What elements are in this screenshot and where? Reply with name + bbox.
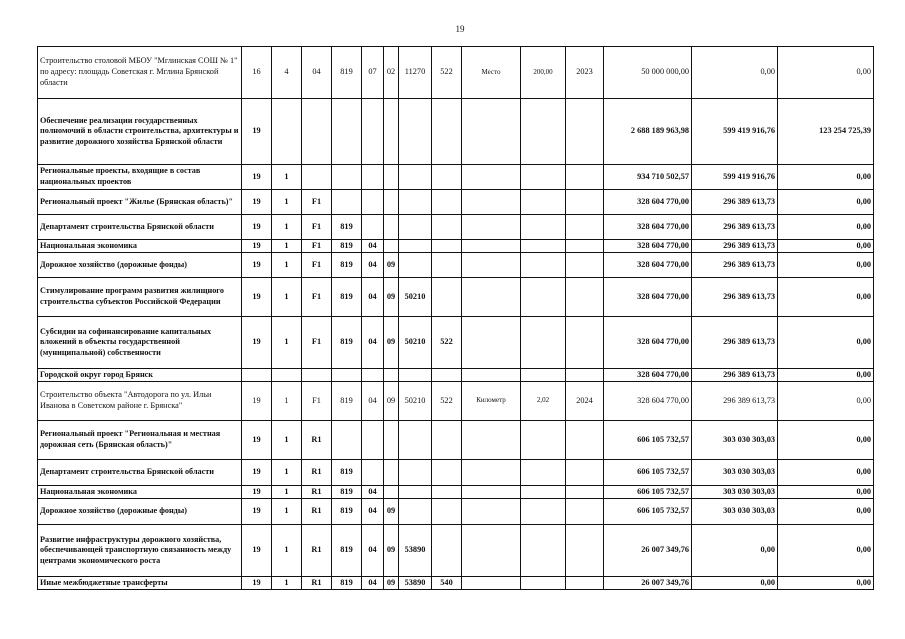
table-row (38, 317, 874, 369)
cell-unit (462, 460, 521, 486)
cell-sum-2: 0,00 (692, 525, 778, 577)
cell-unit (462, 215, 521, 240)
cell-project (302, 369, 332, 382)
cell-vr: 522 (432, 382, 462, 421)
table-row (38, 460, 874, 486)
cell-gp: 19 (242, 421, 272, 460)
cell-unit (462, 317, 521, 369)
cell-subsection (384, 421, 399, 460)
cell-name: Дорожное хозяйство (дорожные фонды) (38, 253, 242, 278)
cell-grbs: 819 (332, 525, 362, 577)
cell-subprogram: 1 (272, 240, 302, 253)
cell-section: 04 (362, 525, 384, 577)
cell-sum-3: 0,00 (778, 486, 874, 499)
cell-project: F1 (302, 278, 332, 317)
cell-unit (462, 253, 521, 278)
cell-sum-1: 26 007 349,76 (604, 525, 692, 577)
cell-vr: 522 (432, 47, 462, 99)
cell-sum-2: 599 419 916,76 (692, 99, 778, 165)
cell-subsection: 02 (384, 47, 399, 99)
cell-subsection (384, 190, 399, 215)
cell-unit (462, 165, 521, 190)
cell-section: 04 (362, 486, 384, 499)
cell-name: Национальная экономика (38, 486, 242, 499)
cell-target (399, 240, 432, 253)
cell-gp: 19 (242, 317, 272, 369)
cell-qty (521, 421, 566, 460)
cell-year (566, 278, 604, 317)
cell-grbs (332, 165, 362, 190)
cell-name: Стимулирование программ развития жилищного строительства субъектов Российской Федерации (38, 278, 242, 317)
cell-name: Строительство объекта "Автодорога по ул. Ильи Иванова в Советском районе г. Брянска" (38, 382, 242, 421)
cell-sum-3: 0,00 (778, 369, 874, 382)
table-row (38, 240, 874, 253)
table-row (38, 382, 874, 421)
cell-project (302, 165, 332, 190)
cell-project: R1 (302, 421, 332, 460)
cell-sum-1: 328 604 770,00 (604, 240, 692, 253)
cell-year (566, 421, 604, 460)
cell-section (362, 369, 384, 382)
cell-project: F1 (302, 253, 332, 278)
cell-unit (462, 421, 521, 460)
cell-subprogram: 1 (272, 525, 302, 577)
cell-gp: 16 (242, 47, 272, 99)
cell-sum-1: 328 604 770,00 (604, 369, 692, 382)
cell-year (566, 369, 604, 382)
cell-grbs (332, 99, 362, 165)
cell-sum-2: 303 030 303,03 (692, 486, 778, 499)
cell-subsection: 09 (384, 253, 399, 278)
cell-section (362, 421, 384, 460)
cell-sum-2: 303 030 303,03 (692, 499, 778, 525)
cell-unit: Место (462, 47, 521, 99)
cell-subsection: 09 (384, 577, 399, 590)
cell-gp: 19 (242, 499, 272, 525)
cell-year: 2024 (566, 382, 604, 421)
cell-section (362, 190, 384, 215)
cell-sum-2: 0,00 (692, 577, 778, 590)
cell-grbs: 819 (332, 47, 362, 99)
cell-sum-1: 328 604 770,00 (604, 382, 692, 421)
cell-year (566, 486, 604, 499)
cell-section: 07 (362, 47, 384, 99)
cell-sum-2: 296 389 613,73 (692, 215, 778, 240)
cell-qty (521, 525, 566, 577)
cell-gp: 19 (242, 525, 272, 577)
table-row (38, 253, 874, 278)
cell-unit (462, 369, 521, 382)
cell-grbs: 819 (332, 577, 362, 590)
cell-sum-3: 0,00 (778, 190, 874, 215)
cell-target (399, 190, 432, 215)
cell-name: Субсидии на софинансирование капитальных вложений в объекты государственной (муниципальной) собственности (38, 317, 242, 369)
cell-section (362, 99, 384, 165)
cell-project: F1 (302, 190, 332, 215)
page-number: 19 (455, 24, 465, 34)
cell-grbs (332, 190, 362, 215)
cell-name: Департамент строительства Брянской области (38, 460, 242, 486)
cell-year (566, 253, 604, 278)
cell-year (566, 577, 604, 590)
cell-year (566, 240, 604, 253)
cell-sum-3: 0,00 (778, 317, 874, 369)
cell-target: 50210 (399, 317, 432, 369)
cell-vr (432, 499, 462, 525)
cell-qty (521, 486, 566, 499)
cell-sum-3: 0,00 (778, 253, 874, 278)
cell-sum-1: 26 007 349,76 (604, 577, 692, 590)
cell-target (399, 369, 432, 382)
cell-qty (521, 253, 566, 278)
cell-target (399, 460, 432, 486)
cell-grbs: 819 (332, 240, 362, 253)
cell-project (302, 99, 332, 165)
cell-target: 11270 (399, 47, 432, 99)
cell-qty (521, 317, 566, 369)
cell-gp: 19 (242, 215, 272, 240)
cell-target (399, 165, 432, 190)
table-row (38, 525, 874, 577)
cell-subprogram: 1 (272, 317, 302, 369)
cell-qty (521, 577, 566, 590)
cell-name: Национальная экономика (38, 240, 242, 253)
table-row (38, 369, 874, 382)
cell-sum-1: 606 105 732,57 (604, 460, 692, 486)
cell-subprogram: 4 (272, 47, 302, 99)
cell-unit (462, 190, 521, 215)
cell-sum-2: 296 389 613,73 (692, 278, 778, 317)
cell-target (399, 215, 432, 240)
cell-year (566, 460, 604, 486)
cell-year: 2023 (566, 47, 604, 99)
cell-grbs: 819 (332, 382, 362, 421)
cell-section: 04 (362, 253, 384, 278)
cell-project: R1 (302, 577, 332, 590)
cell-sum-3: 0,00 (778, 577, 874, 590)
cell-gp: 19 (242, 460, 272, 486)
cell-unit (462, 499, 521, 525)
cell-grbs: 819 (332, 215, 362, 240)
cell-qty (521, 278, 566, 317)
cell-gp: 19 (242, 486, 272, 499)
cell-subsection (384, 240, 399, 253)
cell-gp: 19 (242, 99, 272, 165)
cell-subprogram: 1 (272, 421, 302, 460)
cell-subprogram: 1 (272, 577, 302, 590)
cell-sum-2: 296 389 613,73 (692, 369, 778, 382)
table-row (38, 190, 874, 215)
cell-sum-3: 0,00 (778, 215, 874, 240)
cell-vr (432, 278, 462, 317)
cell-subprogram: 1 (272, 499, 302, 525)
cell-subprogram: 1 (272, 460, 302, 486)
cell-target: 53890 (399, 577, 432, 590)
cell-vr: 522 (432, 317, 462, 369)
cell-project: R1 (302, 525, 332, 577)
cell-project: F1 (302, 382, 332, 421)
cell-gp: 19 (242, 382, 272, 421)
cell-gp: 19 (242, 240, 272, 253)
cell-gp: 19 (242, 165, 272, 190)
cell-unit (462, 240, 521, 253)
table-row (38, 421, 874, 460)
table-row (38, 278, 874, 317)
cell-target (399, 99, 432, 165)
cell-subprogram: 1 (272, 253, 302, 278)
cell-sum-2: 296 389 613,73 (692, 240, 778, 253)
cell-section: 04 (362, 240, 384, 253)
cell-sum-1: 934 710 502,57 (604, 165, 692, 190)
cell-section: 04 (362, 278, 384, 317)
cell-subsection (384, 369, 399, 382)
cell-name: Дорожное хозяйство (дорожные фонды) (38, 499, 242, 525)
cell-year (566, 525, 604, 577)
cell-target (399, 421, 432, 460)
budget-table-body (38, 47, 874, 590)
cell-section: 04 (362, 499, 384, 525)
cell-project: F1 (302, 215, 332, 240)
cell-section: 04 (362, 382, 384, 421)
cell-unit (462, 99, 521, 165)
cell-grbs: 819 (332, 460, 362, 486)
cell-sum-1: 50 000 000,00 (604, 47, 692, 99)
cell-subsection: 09 (384, 382, 399, 421)
cell-subsection: 09 (384, 499, 399, 525)
cell-section (362, 460, 384, 486)
cell-vr (432, 253, 462, 278)
cell-name: Иные межбюджетные трансферты (38, 577, 242, 590)
table-row (38, 215, 874, 240)
table-row (38, 99, 874, 165)
cell-grbs: 819 (332, 317, 362, 369)
cell-sum-3: 0,00 (778, 421, 874, 460)
cell-qty: 2,02 (521, 382, 566, 421)
cell-unit: Километр (462, 382, 521, 421)
cell-gp: 19 (242, 278, 272, 317)
cell-vr (432, 486, 462, 499)
cell-sum-3: 0,00 (778, 47, 874, 99)
cell-sum-2: 296 389 613,73 (692, 317, 778, 369)
cell-grbs: 819 (332, 278, 362, 317)
cell-year (566, 499, 604, 525)
cell-project: F1 (302, 317, 332, 369)
cell-unit (462, 278, 521, 317)
cell-year (566, 165, 604, 190)
cell-sum-3: 0,00 (778, 240, 874, 253)
cell-sum-1: 606 105 732,57 (604, 421, 692, 460)
cell-vr: 540 (432, 577, 462, 590)
cell-vr (432, 525, 462, 577)
cell-sum-2: 296 389 613,73 (692, 253, 778, 278)
cell-qty (521, 240, 566, 253)
cell-sum-3: 0,00 (778, 525, 874, 577)
cell-name: Обеспечение реализации государственных полномочий в области строительства, архитектуры и развитие дорожного хозяйства Брянской области (38, 99, 242, 165)
cell-qty (521, 460, 566, 486)
cell-unit (462, 577, 521, 590)
cell-year (566, 99, 604, 165)
table-row (38, 486, 874, 499)
cell-sum-2: 296 389 613,73 (692, 190, 778, 215)
cell-section: 04 (362, 577, 384, 590)
cell-target: 50210 (399, 382, 432, 421)
cell-qty (521, 369, 566, 382)
cell-sum-3: 0,00 (778, 460, 874, 486)
cell-grbs (332, 369, 362, 382)
cell-name: Региональный проект "Региональная и местная дорожная сеть (Брянская область)" (38, 421, 242, 460)
cell-project: F1 (302, 240, 332, 253)
cell-grbs (332, 421, 362, 460)
cell-subsection (384, 486, 399, 499)
cell-target (399, 499, 432, 525)
cell-subprogram: 1 (272, 165, 302, 190)
cell-subsection: 09 (384, 525, 399, 577)
cell-qty (521, 215, 566, 240)
cell-vr (432, 240, 462, 253)
cell-project: R1 (302, 499, 332, 525)
cell-vr (432, 369, 462, 382)
table-row (38, 577, 874, 590)
cell-target (399, 486, 432, 499)
cell-name: Департамент строительства Брянской области (38, 215, 242, 240)
cell-subprogram (272, 99, 302, 165)
cell-subprogram: 1 (272, 278, 302, 317)
cell-sum-1: 606 105 732,57 (604, 499, 692, 525)
table-row (38, 165, 874, 190)
cell-sum-1: 2 688 189 963,98 (604, 99, 692, 165)
cell-target: 53890 (399, 525, 432, 577)
cell-subsection (384, 215, 399, 240)
cell-vr (432, 190, 462, 215)
cell-vr (432, 215, 462, 240)
cell-unit (462, 525, 521, 577)
cell-vr (432, 99, 462, 165)
cell-section (362, 215, 384, 240)
cell-gp: 19 (242, 190, 272, 215)
cell-sum-3: 0,00 (778, 382, 874, 421)
table-row (38, 499, 874, 525)
cell-sum-3: 0,00 (778, 278, 874, 317)
cell-unit (462, 486, 521, 499)
cell-subprogram: 1 (272, 486, 302, 499)
cell-subprogram (272, 369, 302, 382)
cell-name: Развитие инфраструктуры дорожного хозяйства, обеспечивающей транспортную связанность между центрами экономического роста (38, 525, 242, 577)
cell-section (362, 165, 384, 190)
cell-section: 04 (362, 317, 384, 369)
cell-subprogram: 1 (272, 190, 302, 215)
cell-gp (242, 369, 272, 382)
cell-sum-1: 328 604 770,00 (604, 317, 692, 369)
cell-project: R1 (302, 460, 332, 486)
cell-sum-1: 328 604 770,00 (604, 278, 692, 317)
cell-subprogram: 1 (272, 382, 302, 421)
cell-gp: 19 (242, 577, 272, 590)
cell-subsection: 09 (384, 317, 399, 369)
cell-name: Региональные проекты, входящие в состав национальных проектов (38, 165, 242, 190)
cell-target: 50210 (399, 278, 432, 317)
cell-qty (521, 499, 566, 525)
cell-name: Строительство столовой МБОУ "Мглинская СОШ № 1" по адресу: площадь Советская г. Мглина Брянской области (38, 47, 242, 99)
cell-sum-3: 123 254 725,39 (778, 99, 874, 165)
cell-subsection (384, 460, 399, 486)
cell-grbs: 819 (332, 486, 362, 499)
cell-gp: 19 (242, 253, 272, 278)
cell-vr (432, 460, 462, 486)
cell-sum-3: 0,00 (778, 499, 874, 525)
cell-sum-2: 303 030 303,03 (692, 460, 778, 486)
cell-project: R1 (302, 486, 332, 499)
cell-sum-2: 303 030 303,03 (692, 421, 778, 460)
cell-subprogram: 1 (272, 215, 302, 240)
cell-project: 04 (302, 47, 332, 99)
cell-sum-2: 0,00 (692, 47, 778, 99)
cell-sum-1: 328 604 770,00 (604, 215, 692, 240)
budget-table (37, 46, 874, 590)
cell-name: Региональный проект "Жилье (Брянская область)" (38, 190, 242, 215)
table-row (38, 47, 874, 99)
cell-year (566, 317, 604, 369)
cell-sum-2: 296 389 613,73 (692, 382, 778, 421)
cell-target (399, 253, 432, 278)
cell-qty (521, 190, 566, 215)
cell-grbs: 819 (332, 499, 362, 525)
cell-name: Городской округ город Брянск (38, 369, 242, 382)
cell-qty (521, 99, 566, 165)
cell-vr (432, 421, 462, 460)
cell-sum-2: 599 419 916,76 (692, 165, 778, 190)
cell-vr (432, 165, 462, 190)
cell-subsection (384, 165, 399, 190)
cell-subsection (384, 99, 399, 165)
cell-year (566, 190, 604, 215)
cell-sum-3: 0,00 (778, 165, 874, 190)
cell-subsection: 09 (384, 278, 399, 317)
cell-grbs: 819 (332, 253, 362, 278)
cell-year (566, 215, 604, 240)
cell-qty: 200,00 (521, 47, 566, 99)
cell-sum-1: 328 604 770,00 (604, 190, 692, 215)
cell-sum-1: 328 604 770,00 (604, 253, 692, 278)
cell-sum-1: 606 105 732,57 (604, 486, 692, 499)
cell-qty (521, 165, 566, 190)
